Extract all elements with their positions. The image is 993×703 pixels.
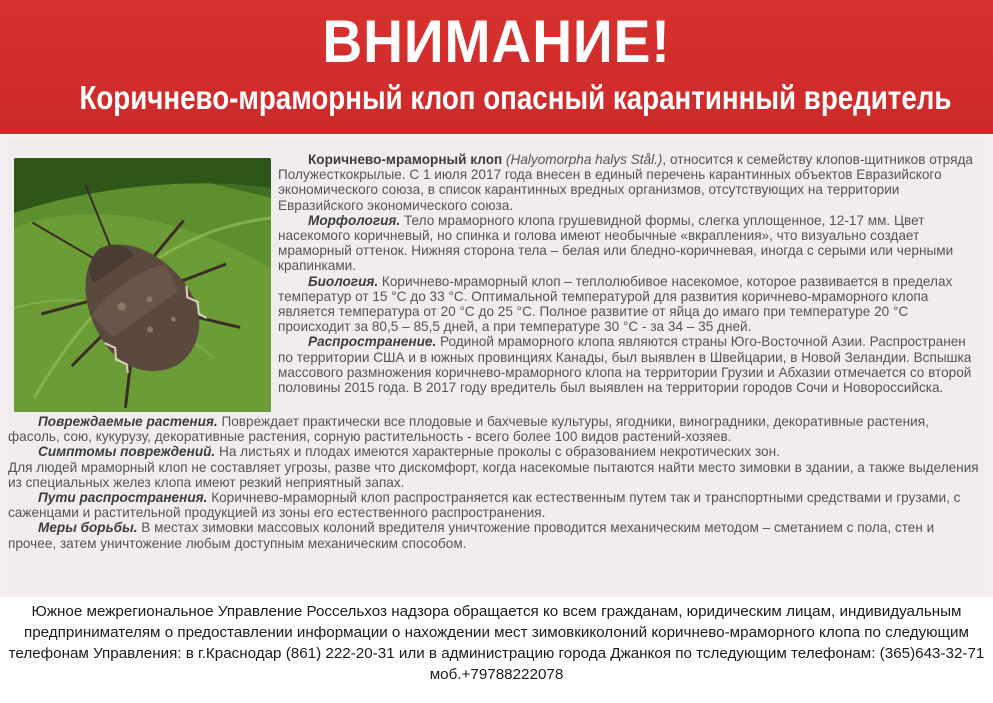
page-subtitle: Коричнево-мраморный клоп опасный карантинный вредитель	[79, 79, 952, 116]
plants-heading: Повреждаемые растения.	[38, 414, 218, 429]
description-text	[8, 152, 983, 551]
symptoms-paragraph	[8, 444, 983, 459]
contact-text: Южное межрегиональное Управление Россельхоз надзора обращается ко всем гражданам, юридическим лицам, индивидуальным предпринимателям о предоставлении информации о нахождении мест зимовкиколоний коричнево-мраморного клопа по следующим телефонам Управления: в г.Краснодар (861) 222-20-31 или в администрацию города Джанкоя по тследующим телефонам: (365)643-32-71 моб.+79788222078	[8, 603, 985, 683]
plants-paragraph	[8, 414, 983, 444]
morphology-text: Тело мраморного клопа грушевидной формы, слегка уплощенное, 12-17 мм. Цвет насекомого коричневый, но спинка и голова имеют необычные «вкрапления», что визуально создает мраморный оттенок. Нижняя сторона тела – белая или бледно-коричневая, иногда с серыми или черными крапинками.	[278, 212, 954, 274]
symptoms-text: На листьях и плодах имеются характерные проколы с образованием некротических зон.	[215, 444, 780, 460]
spread-text: Коричнево-мраморный клоп распространяется как естественным путем так и транспортными средствами и грузами, с саженцами и растительной продукцией из зоны его естественного распространения.	[8, 490, 961, 521]
intro-text: , относится к семейству клопов-щитников отряда Полужесткокрылые. С 1 июля 2017 года внесен в единый перечень карантинных объектов Евразийского экономического союза, в список карантинных вредных организмов, отсутствующих на территории Евразийского экономического союза.	[278, 152, 973, 213]
warning-header	[0, 0, 993, 134]
control-paragraph	[8, 520, 983, 550]
distribution-text: Родиной мраморного клопа являются страны Юго-Восточной Азии. Распространен по территории США и в южных провинциях Канады, был выявлен в Швейцарии, в Новой Зеландии. Вспышка массового размножения коричнево-мраморного клопа на территории Грузии и Абхазии отмечается со второй половины 2015 года. В 2017 году вредитель был выявлен на территории городов Сочи и Новороссийска.	[278, 334, 972, 396]
contact-footer	[0, 597, 993, 703]
species-name: Коричнево-мраморный клоп	[308, 152, 503, 167]
plants-text: Повреждает практически все плодовые и бахчевые культуры, ягодники, виноградники, декоративные растения, фасоль, сою, кукурузу, декоративные растения, сорную растительность - всего более 100 видов растений-хозяев.	[8, 414, 929, 445]
biology-text: Коричнево-мраморный клоп – теплолюбивое насекомое, которое развивается в пределах температур от 15 °С до 33 °С. Оптимальной температурой для развития коричнево-мраморного клопа является температура от 20 °С до 25 °С. Полное развитие от яйца до имаго при температуре 20 °С происходит за 80,5 – 85,5 дней, а при температуре 30 °С - за 34 – 35 дней.	[278, 273, 953, 335]
control-text: В местах зимовки массовых колоний вредителя уничтожение проводится механическим методом – сметанием с пола, стен и прочее, затем уничтожение любым доступным механическим способом.	[8, 520, 935, 551]
species-latin-name: (Halyomorpha halys Stål.)	[502, 152, 663, 167]
symptoms-heading: Симптомы повреждений.	[38, 444, 216, 460]
distribution-heading: Распространение.	[308, 334, 437, 350]
spread-heading: Пути распространения.	[38, 490, 208, 506]
morphology-heading: Морфология.	[308, 212, 401, 228]
humans-paragraph: Для людей мраморный клоп не составляет угрозы, разве что дискомфорт, когда насекомые пытаются найти место зимовки в здании, а также выделения из специальных желез клопа имеют резкий неприятный запах.	[8, 459, 979, 490]
page-title: ВНИМАНИЕ!	[322, 8, 671, 75]
spread-paragraph	[8, 490, 983, 520]
control-heading: Меры борьбы.	[38, 520, 138, 536]
biology-heading: Биология.	[308, 273, 379, 289]
